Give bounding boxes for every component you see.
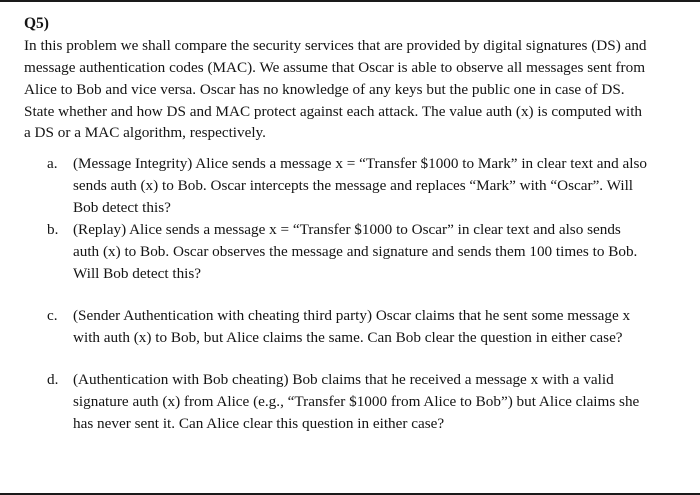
intro-line: Alice to Bob and vice versa. Oscar has no knowledge of any keys but the public one in case of DS. [24,81,625,98]
item-marker: c. [47,307,58,324]
item-line: (Replay) Alice sends a message x = “Transfer $1000 to Oscar” in clear text and also sends [73,221,621,238]
intro-line: State whether and how DS and MAC protect against each attack. The value auth (x) is computed with [24,103,643,120]
question-number: Q5) [24,15,49,32]
intro-line: message authentication codes (MAC). We assume that Oscar is able to observe all messages sent from [24,59,646,76]
top-border [0,0,700,2]
item-marker: d. [47,371,59,388]
item-marker: a. [47,155,58,172]
item-line: has never sent it. Can Alice clear this question in either case? [73,415,445,432]
item-line: Will Bob detect this? [73,265,202,282]
item-line: (Message Integrity) Alice sends a message x = “Transfer $1000 to Mark” in clear text and also [73,155,647,172]
intro-line: a DS or a MAC algorithm, respectively. [24,124,266,141]
item-line: auth (x) to Bob. Oscar observes the message and signature and sends them 100 times to Bob. [73,243,638,260]
item-line: with auth (x) to Bob, but Alice claims the same. Can Bob clear the question in either case? [73,329,623,346]
item-line: Bob detect this? [73,199,171,216]
item-line: sends auth (x) to Bob. Oscar intercepts the message and replaces “Mark” with “Oscar”. Will [73,177,634,194]
item-line: (Sender Authentication with cheating third party) Oscar claims that he sent some message x [73,307,631,324]
item-line: signature auth (x) from Alice (e.g., “Transfer $1000 from Alice to Bob”) but Alice claims she [73,393,640,410]
intro-line: In this problem we shall compare the security services that are provided by digital signatures (DS) and [24,37,647,54]
item-line: (Authentication with Bob cheating) Bob claims that he received a message x with a valid [73,371,614,388]
item-marker: b. [47,221,59,238]
